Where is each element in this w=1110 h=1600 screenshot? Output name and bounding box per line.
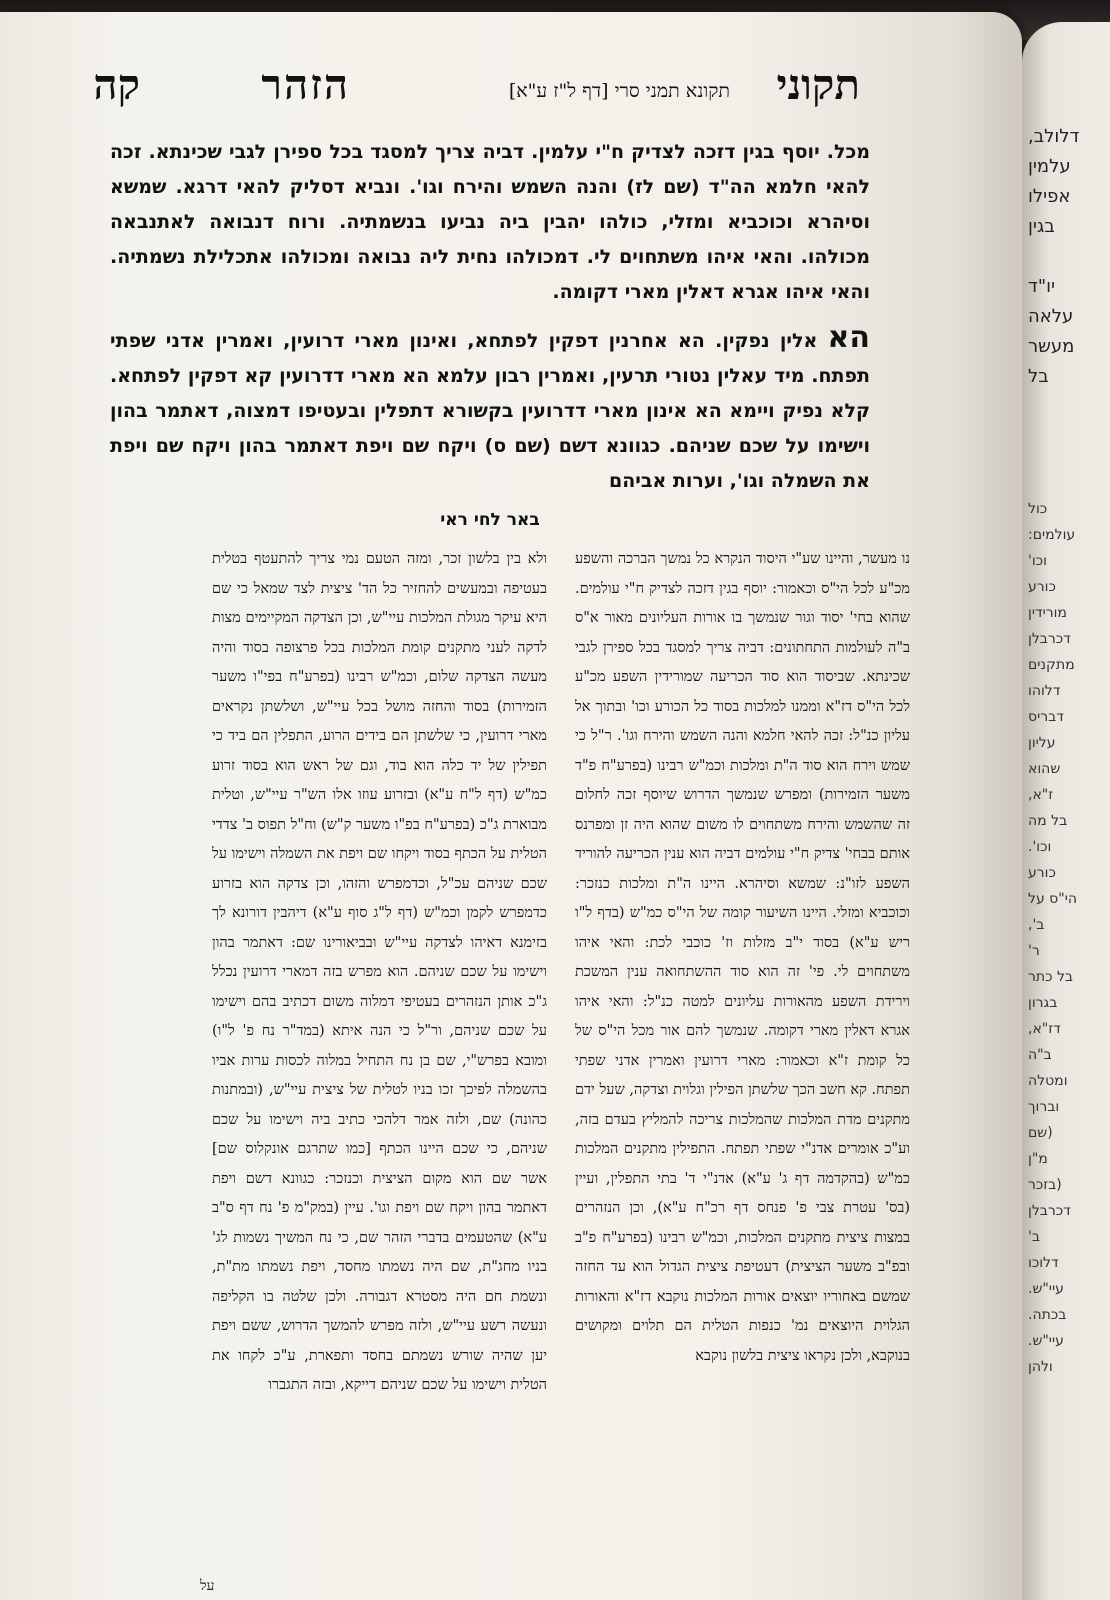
adjacent-page-line: ב': [1028, 1229, 1040, 1245]
main-paragraph-1: מכל. יוסף בגין דזכה לצדיק ח"י עלמין. דביה צריך למסגד בכל ספירן לגבי שכינתא. זכה להאי חלמא הה"ד (שם לז) והנה השמש והירח וגו'. ונביא דסליק להאי דרגא. שמשא וסיהרא וכוכביא ומזלי, כולהו יהבין ביה נביעו בנשמתיה. ורוח דנבואה לאתנבאה מכולהו. והאי איהו משתחוים לי. דמכולהו נחית ליה נבואה ומכולהו אתכלילת נשמתיה. והאי איהו אגרא דאלין מארי דקומה.: [110, 141, 870, 303]
adjacent-page-line: וברוך: [1028, 1099, 1060, 1115]
adjacent-page-line: עיי"ש.: [1028, 1333, 1064, 1349]
adjacent-page-line: מעשר: [1028, 336, 1075, 357]
adjacent-page-line: עלמין: [1028, 156, 1071, 177]
adjacent-page-line: דכרבלן: [1028, 1203, 1071, 1219]
adjacent-page-line: בל: [1028, 366, 1049, 387]
lead-word: הא: [827, 320, 870, 355]
adjacent-page-line: ב"ה: [1028, 1047, 1052, 1063]
adjacent-page-text: [1028, 122, 1110, 1380]
main-paragraph-2-text: אלין נפקין. הא אחרנין דפקין לפתחא, ואינון מארי דרועין, ואמרין אדני שפתי תפתח. מיד עאלין נטורי תרעין, ואמרין רבון עלמא הא מארי דדרועין קא דפקין לפתחא. קלא נפיק ויימא הא אינון מארי דדרועין בקשורא דתפלין ובעטיפו דמצוה, דאתמר בהון וישימו על שכם שניהם. כגוונא דשם (שם ס) ויקח שם ויפת דאתמר בהון ויקח שם ויפת את השמלה וגו', וערות אביהם: [110, 330, 870, 492]
adjacent-page-line: כורע: [1028, 865, 1056, 881]
commentary-right-column: [575, 545, 910, 1575]
adjacent-page-line: עולמים:: [1028, 527, 1076, 543]
adjacent-page-line: שהוא: [1028, 761, 1061, 777]
adjacent-page-line: עיי"ש.: [1028, 1281, 1064, 1297]
adjacent-page-line: [1028, 444, 1110, 470]
adjacent-page-line: מ"ן: [1028, 1151, 1048, 1167]
commentary-left-text: ולא בין בלשון זכר, ומזה הטעם נמי צריך להתעטף בטלית בעטיפה ובמעשים להחזיר כל הד' ציצית לצד שמאל כי שם היא עיקר מגולת המלכות עיי"ש, וכן הצדקה המקיימים מצות לדקה לעני מתקנים קומת המלכות בכל פרצופה בסוד והיה מעשה הצדקה שלום, וכמ"ש רבינו (בפרע"ח בפי"ו משער הזמירות) בסוד והחזה מושל בכל עיי"ש, ושלשתן נקראים מארי דרועין, כי שלשתן הם בידים הרוע, התפלין הם ביד כי תפילין של יד כלה הוא בוד, וגם של ראש הוא בסוד זרוע כמ"ש (דף ל"ח ע"א) ובזרוע עוזו אלו הש"ר עיי"ש, וטלית מבוארת ג"כ (בפרע"ח בפ"ו משער ק"ש) וח"ל תפוס ב' צדדי הטלית על הכתף בסוד ויקחו שם ויפת את השמלה וישימו על שכם שניהם עכ"ל, וכדמפרש והזהו, וכן צדקה הוא בזרוע כדמפרש לקמן וכמ"ש (דף ל"ג סוף ע"א) דיהבין דורונא לך בזימנא דאיהו לצדקה עיי"ש ובביאורינו שם: דאתמר בהון וישימו על שכם שניהם. הוא מפרש בזה דמארי דרועין נכלל ג"כ אותן הנזהרים בעטיפי דמלוה משום דכתיב בהם וישימו על שכם שניהם, ור"ל כי הנה איתא (במד"ר נח פ' ל"ו) ומובא בפרש"י, שם בן נח התחיל במלוה לכסות ערות אביו בהשמלה לפיכך זכו בניו לטלית של ציצית עיי"ש, (ובמתנות כהונה) שם, ולזה אמר דלהכי כתיב ביה וישימו על שכם שניהם, כי שכם היינו הכתף [כמו שתרגם אונקלוס שם] אשר שם הוא מקום הציצית וכנזכר: כגוונא דשם ויפת דאתמר בהון ויקח שם ויפת וגו'. עיין (במק"מ פ' נח דף ס"ב ע"א) שהטעמים בדברי הזהר שם, כי נח המשיך נשמות לג' בניו מחג"ת, שם היה נשמתו מחסד, ויפת נשמתו מת"ת, ונשמת חם היה מסטרא דגבורה. ולכן שלטה בו הקליפה ונעשה רשע עיי"ש, ולזה מפרש להמשך הדרוש, ששם ויפת יען שהיה שורש נשמתם בחסד ותפארת, ע"כ לקחו את הטלית וישימו על שכם שניהם דייקא, ובזה התגברו: [212, 551, 547, 1393]
adjacent-page-line: עלאה: [1028, 306, 1074, 327]
adjacent-page-line: בגין: [1028, 216, 1055, 237]
adjacent-page-line: בל מה: [1028, 813, 1068, 829]
adjacent-page-line: ומטלה: [1028, 1073, 1068, 1089]
adjacent-page-line: דכרבלן: [1028, 631, 1071, 647]
adjacent-page-line: (בזכר: [1028, 1177, 1062, 1193]
section-heading: תקונא תמני סרי [דף ל"ז ע"א]: [508, 80, 730, 102]
adjacent-page-line: דבריס: [1028, 709, 1064, 725]
adjacent-page-line: דלוהו: [1028, 683, 1061, 699]
adjacent-page-line: דלוכו: [1028, 1255, 1059, 1271]
catchword: על: [200, 1578, 215, 1594]
commentary-left-column: [212, 545, 547, 1575]
adjacent-page-line: וכו': [1028, 553, 1047, 569]
adjacent-page-edge: [1022, 22, 1110, 1600]
adjacent-page-line: ב',: [1028, 917, 1045, 933]
adjacent-page-line: בכתה.: [1028, 1307, 1067, 1323]
adjacent-page-line: עליון: [1028, 735, 1056, 751]
main-text: [110, 135, 870, 499]
adjacent-page-line: כורע: [1028, 579, 1056, 595]
adjacent-page-line: ז"א,: [1028, 787, 1054, 803]
adjacent-page-line: בל כתר: [1028, 969, 1074, 985]
adjacent-page-line: כול: [1028, 501, 1048, 517]
adjacent-page-line: וכו'.: [1028, 839, 1052, 855]
adjacent-page-line: [1028, 392, 1110, 418]
commentary-title: באר לחי ראי: [440, 510, 540, 530]
adjacent-page-line: הי"ס על: [1028, 891, 1077, 907]
commentary-right-text: נו מעשר, והיינו שע"י היסוד הנקרא כל נמשך הברכה והשפע מכ"ע לכל הי"ס וכאמור: יוסף בגין דזכה לצדיק ח"י עולמים. שהוא בחי' יסוד וגור שנמשך בו אורות העליונים מאור א"ס ב"ה לעולמות התחתונים: דביה צריך למסגד בכל ספירן לגבי שכינתא. שביסוד הוא סוד הכריעה שמורידין השפע מכ"ע לכל הי"ס דז"א וממנו למלכות בסוד כל הכורע וכו' ובתוך אל עליון כנ"ל: זכה להאי חלמא והנה השמש והירח וגו'. ר"ל כי שמש וירח הוא סוד ה"ת ומלכות וכמ"ש רבינו (בפרע"ח פ"ד משער הזמירות) ומפרש שנמשך הדרוש שיוסף זכה לחלום זה שהשמש והירח משתחוים לו משום שהוא היה זן ומפרנס אותם בבחי' צדיק ח"י עולמים דביה הוא ענין הכריעה להוריד השפע לזו"נ: שמשא וסיהרא. היינו ה"ת ומלכות כנזכר: וכוכביא ומזלי. היינו השיעור קומה של הי"ס כמ"ש (בדף ל"ו ריש ע"א) בסוד י"ב מזלות וז' כוכבי לכת: והאי איהו משתחוים לי. פי' זה הוא סוד ההשתחואה ענין המשכת וירידת השפע מהאורות עליונים למטה כנ"ל: והאי איהו אגרא דאלין מארי דקומה. שנמשך להם אור מכל הי"ס של כל קומת ז"א וכאמור: מארי דרועין ואמרין אדני שפתי תפתח. קא חשב הכך שלשתן הפילין וגלוית וצדקה, שעל ידם מתקנים מדת המלכות שהמלכות צריכה להמליץ בעדם בזה, וע"כ אומרים אדנ"י שפתי תפתח. התפילין מתקנים המלכות כמ"ש (בהקדמה דף ג' ע"א) אדנ"י ד' בתי התפלין, ועיין (בס' עטרת צבי פ' פנחס דף רכ"ח ע"א), וכן הנזהרים במצות ציצית מתקנים המלכות, וכמ"ש רבינו (בפרע"ח פ"ב ובפ"ב משער הציצית) דעטיפת ציצית הגדול הוא עד החזה שמשם באחוריו יוצאים אורות המלכות נוקבא דז"א והאורות הגלוית היוצאים נמ' כנפות הטלית הם תלוים ומקושים בנוקבא, ולכן נקראו ציצית בלשון נוקבא: [575, 551, 910, 1364]
adjacent-page-line: [1028, 470, 1110, 496]
adjacent-page-line: דלולב,: [1028, 126, 1080, 147]
page-header: [60, 60, 870, 120]
adjacent-page-line: יו"ד: [1028, 276, 1056, 297]
adjacent-page-line: ר': [1028, 943, 1040, 959]
adjacent-page-line: ולהן: [1028, 1359, 1053, 1375]
book-name: הזהר: [261, 60, 350, 109]
page-number: קה: [93, 60, 140, 109]
adjacent-page-line: [1028, 242, 1110, 272]
main-paragraph-2: [110, 320, 870, 499]
book-title: תקוני: [776, 60, 860, 109]
adjacent-page-line: מורידין: [1028, 605, 1067, 621]
adjacent-page-line: (שם: [1028, 1125, 1053, 1141]
adjacent-page-line: [1028, 418, 1110, 444]
adjacent-page-line: בגרון: [1028, 995, 1058, 1011]
adjacent-page-line: אפילו: [1028, 186, 1071, 207]
adjacent-page-line: דז"א,: [1028, 1021, 1061, 1037]
adjacent-page-line: מתקנים: [1028, 657, 1075, 673]
